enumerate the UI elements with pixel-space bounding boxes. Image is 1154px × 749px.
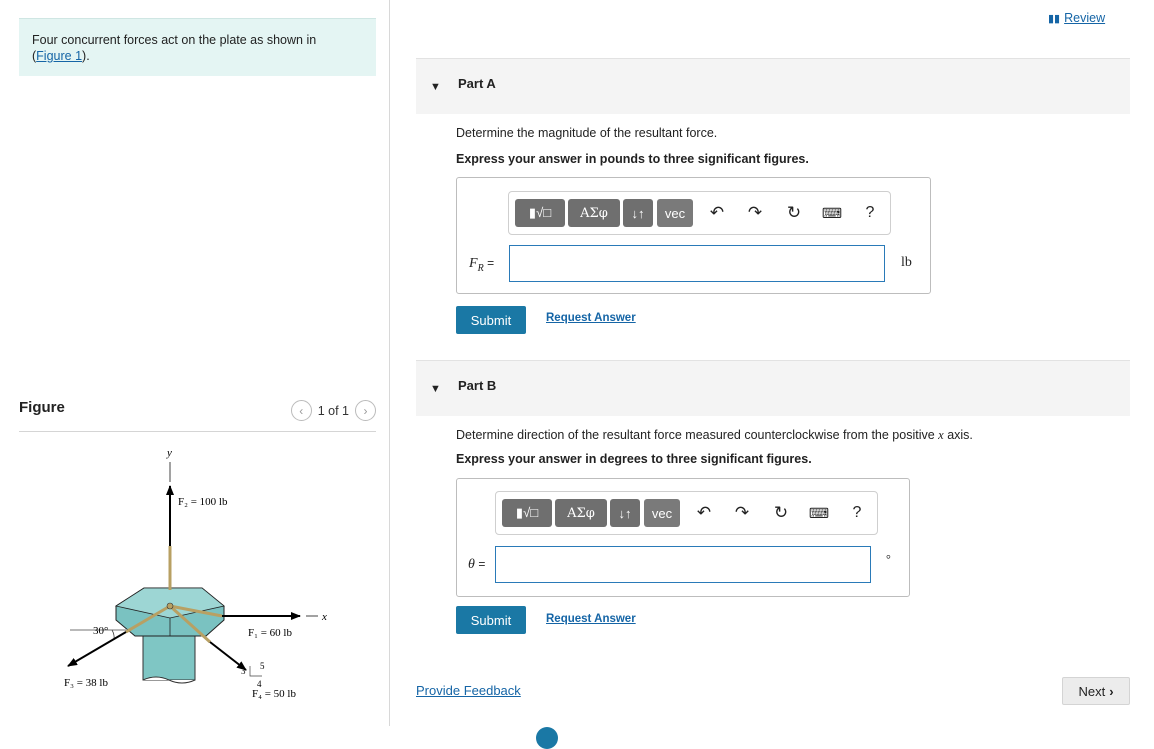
greek-symbols-button[interactable]: ΑΣφ: [568, 199, 620, 227]
f2-label: F₂ = 100 lb: [178, 496, 228, 508]
figure-title: Figure: [19, 399, 65, 416]
problem-text: Four concurrent forces act on the plate as shown in: [32, 33, 317, 47]
problem-statement: Four concurrent forces act on the plate as shown in (Figure 1).: [19, 18, 376, 76]
collapse-triangle-icon: ▼: [430, 383, 441, 395]
part-a-header[interactable]: [416, 58, 1130, 114]
next-label: Next: [1078, 683, 1106, 699]
part-b-answer-box: [456, 478, 910, 597]
next-figure-button[interactable]: ›: [355, 400, 376, 421]
column-divider: [389, 0, 390, 726]
fr-variable-label: $F_R$ =: [469, 256, 495, 274]
subscript-button[interactable]: ↓↑: [623, 199, 653, 227]
part-b-title: Part B: [458, 378, 497, 393]
vector-button[interactable]: vec: [644, 499, 680, 527]
part-a-question: Determine the magnitude of the resultant force.: [456, 126, 718, 140]
subscript-button[interactable]: ↓↑: [610, 499, 640, 527]
pager-count: 1 of 1: [317, 403, 349, 418]
book-icon: ▮▮: [1048, 12, 1061, 25]
slope-3-label: 3: [241, 666, 246, 676]
theta-answer-input[interactable]: [495, 546, 871, 583]
theta-variable-label: θ =: [468, 557, 486, 572]
part-a-answer-box: [456, 177, 931, 294]
part-b-header[interactable]: [416, 360, 1130, 416]
help-button[interactable]: ?: [852, 504, 862, 521]
undo-icon[interactable]: ↶: [709, 203, 725, 222]
prev-figure-button[interactable]: ‹: [291, 400, 312, 421]
slope-4-label: 4: [257, 679, 262, 689]
part-b-request-answer-link[interactable]: Request Answer: [546, 613, 636, 625]
plate-stem: [143, 632, 195, 680]
greek-symbols-button[interactable]: ΑΣφ: [555, 499, 607, 527]
review-link-text[interactable]: Review: [1064, 11, 1106, 25]
reset-icon[interactable]: ↻: [773, 503, 789, 522]
x-axis-label: x: [322, 611, 327, 623]
collapse-triangle-icon: ▼: [430, 81, 441, 93]
figure-pager: [291, 400, 376, 421]
force-diagram: [40, 440, 330, 710]
next-button[interactable]: [1062, 677, 1130, 705]
figure-link[interactable]: Figure 1: [36, 49, 83, 63]
templates-button[interactable]: ▮√□: [515, 199, 565, 227]
f3-label: F₃ = 38 lb: [64, 677, 108, 689]
part-a-request-answer-link[interactable]: Request Answer: [546, 312, 636, 324]
part-a-math-toolbar: [508, 191, 891, 235]
fr-unit-label: lb: [901, 255, 912, 270]
angle-label: 30°: [93, 625, 109, 637]
keyboard-icon[interactable]: ⌨: [821, 204, 843, 221]
undo-icon[interactable]: ↶: [696, 503, 712, 522]
f3-arrow: [68, 632, 126, 666]
figure-header: [19, 397, 376, 432]
fr-answer-input[interactable]: [509, 245, 885, 282]
part-b-submit-button[interactable]: Submit: [456, 606, 526, 634]
vector-button[interactable]: vec: [657, 199, 693, 227]
redo-icon[interactable]: ↷: [747, 203, 763, 222]
redo-icon[interactable]: ↷: [734, 503, 750, 522]
provide-feedback-link[interactable]: Provide Feedback: [416, 683, 521, 698]
help-button[interactable]: ?: [865, 204, 875, 221]
templates-button[interactable]: ▮√□: [502, 499, 552, 527]
reset-icon[interactable]: ↻: [786, 203, 802, 222]
part-b-instruction: Express your answer in degrees to three significant figures.: [456, 452, 812, 466]
part-a-instruction: Express your answer in pounds to three significant figures.: [456, 152, 809, 166]
slope-5-label: 5: [260, 661, 265, 671]
degree-unit-label: °: [886, 552, 891, 566]
f1-label: F₁ = 60 lb: [248, 627, 292, 639]
y-axis-label: y: [167, 447, 172, 459]
part-b-math-toolbar: [495, 491, 878, 535]
chevron-right-icon: ›: [1109, 683, 1114, 699]
part-a-title: Part A: [458, 76, 496, 91]
part-b-question: Determine direction of the resultant force measured counterclockwise from the positive x axis.: [456, 428, 973, 442]
review-link[interactable]: [1048, 11, 1105, 25]
f4-label: F₄ = 50 lb: [252, 688, 296, 700]
chat-bubble-icon[interactable]: [536, 727, 558, 749]
keyboard-icon[interactable]: ⌨: [808, 504, 830, 521]
part-a-submit-button[interactable]: Submit: [456, 306, 526, 334]
